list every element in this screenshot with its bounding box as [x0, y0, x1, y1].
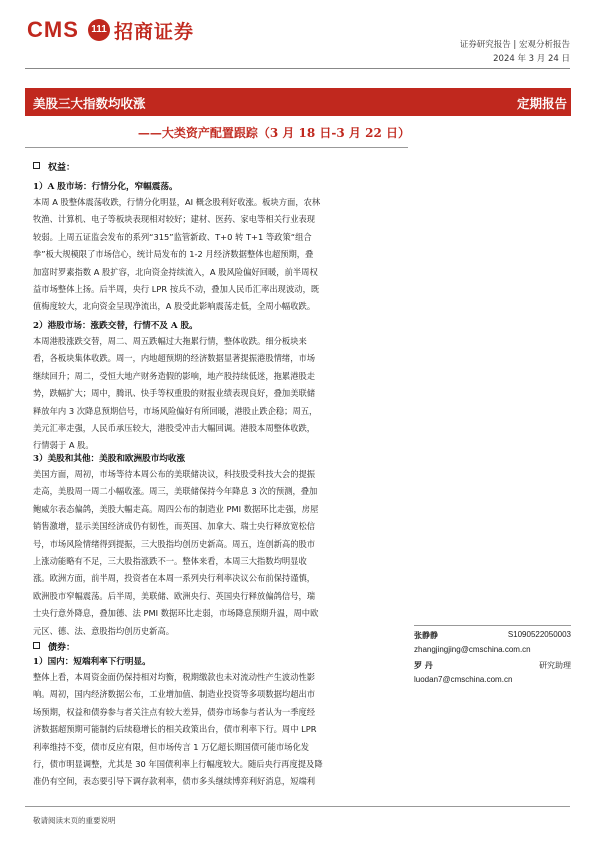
- bullet-square-icon: [33, 642, 40, 649]
- paragraph-line: 美元汇率走强，人民币承压较大，港股受冲击大幅回调。港股本周整体收跌，: [33, 423, 316, 434]
- subheading-a-share: 1）A 股市场：行情分化，窄幅震荡。: [33, 182, 178, 192]
- paragraph-line: 销售激增，显示美国经济成仍有韧性，而英国、加拿大、瑞士央行释放宽松信: [33, 521, 316, 532]
- paragraph-line: 本周 A 股整体震荡收跌，行情分化明显，AI 概念股利好收涨。板块方面，农林: [33, 197, 321, 207]
- paragraph-a-share: [33, 194, 403, 316]
- paragraph-line: 牧渔、计算机、电子等板块表现相对较好；建材、医药、家电等相关行业表现: [33, 214, 316, 225]
- paragraph-line: 继续回升；周二，受恒大地产财务造假的影响，地产股持续低迷，拖累港股走: [33, 370, 316, 381]
- paragraph-line: 美国方面，周初，市场等待本周公布的美联储决议，科技股受科技大会的提振: [33, 469, 316, 479]
- author-role: 研究助理: [539, 661, 571, 670]
- paragraph-line: 号，市场风险情绪得到提振，三大股指均创历史新高。周五，连创新高的股市: [33, 538, 316, 549]
- paragraph-line: 益市场整体上扬。后半周，央行 LPR 按兵不动，叠加人民币汇率出现波动，既: [33, 284, 320, 295]
- subtitle-divider: [25, 147, 408, 148]
- author-license: S1090522050003: [507, 630, 571, 639]
- paragraph-line: 势，跌幅扩大；周中，腾讯、快手等权重股的财报业绩表现良好，叠加美联储: [33, 388, 316, 399]
- paragraph-line: 济数据超预期可能制约后续稳增长的相关政策出台，债市利率下行。周中 LPR: [33, 724, 317, 735]
- subheading-hk: 2）港股市场：涨跌交替，行情不及 A 股。: [33, 321, 198, 331]
- paragraph-line: 释放年内 3 次降息预期信号，市场风险偏好有所回暖，港股止跌企稳；周五，: [33, 405, 318, 416]
- author-name: 罗 丹: [414, 660, 433, 670]
- paragraph-line: 利率维持不变，债市反应有限，但市场传言 1 万亿超长期国债可能市场化发: [33, 741, 310, 752]
- paragraph-line: 欧洲股市窄幅震荡。后半周，美联储、欧洲央行、英国央行释放偏鸽信号，瑞: [33, 590, 316, 601]
- paragraph-line: 拳”板大规模限了市场信心，统计局发布的 1-2 月经济数据整体也超预期，叠: [33, 249, 314, 260]
- section-heading-bond: 债券：: [33, 640, 75, 653]
- paragraph-us: [33, 466, 403, 640]
- report-title: 美股三大指数均收涨: [33, 96, 146, 111]
- paragraph-line: 场预期，权益和债券参与者关注点有较大差异，债券市场参与者认为一季度经: [33, 706, 316, 717]
- paragraph-line: 值梅度较大，北向资金呈现净流出，A 股受此影响震荡走低，全周小幅收跌。: [33, 301, 316, 312]
- report-type-tag: 定期报告: [516, 96, 567, 111]
- author-divider: [414, 625, 571, 626]
- subheading-domestic: 1）国内：短端利率下行明显。: [33, 657, 151, 667]
- paragraph-line: 准仍有空间，表态要引导下调存款利率，债市多头继续博弈利好消息，短端利: [33, 776, 316, 787]
- logo-cms-text: CMS: [27, 17, 79, 42]
- paragraph-line: 走高，美股周一周二小幅收涨。周三，美联储保持今年降息 3 次的预测，叠加: [33, 486, 318, 497]
- paragraph-line: 行情弱于 A 股。: [33, 440, 94, 451]
- logo-chinese-text: 招商证券: [114, 21, 195, 43]
- paragraph-line: 元区、德、法、意股指均创历史新高。: [33, 625, 175, 636]
- bullet-square-icon: [33, 162, 40, 169]
- paragraph-line: 行，债市明显调整，尤其是 30 年国债利率上行幅度较大。随后央行再度提及降: [33, 759, 323, 770]
- author-2: [414, 660, 571, 671]
- paragraph-line: 士央行意外降息，叠加德、法 PMI 数据环比走弱，市场降息预期升温，周中欧: [33, 608, 319, 619]
- logo-badge-icon: 111: [88, 19, 110, 41]
- footer-divider: [25, 806, 570, 807]
- paragraph-line: 整体上看，本周资金面仍保持相对均衡，税期缴款也未对流动性产生波动性影: [33, 672, 316, 682]
- paragraph-line: 本周港股涨跌交替，周二、周五跌幅过大拖累行情，整体收跌。细分板块来: [33, 336, 307, 346]
- author-1: [414, 630, 571, 641]
- report-category: 证券研究报告 | 宏观分析报告: [459, 40, 570, 50]
- paragraph-line: 加富时罗素指数 A 股扩容，北向资金持续流入，A 股风险偏好回暖，前半周权: [33, 266, 318, 277]
- paragraph-domestic: [33, 669, 403, 791]
- author-email[interactable]: luodan7@cmschina.com.cn: [414, 675, 513, 684]
- header-divider: [25, 68, 570, 69]
- paragraph-line: 较弱。上周五证监会发布的系列“315”监管新政、T+0 转 T+1 等政策“组合: [33, 231, 312, 242]
- author-name: 张静静: [414, 630, 438, 640]
- paragraph-line: 上涨动能略有不足，三大股指涨跌不一。整体来看，本周三大指数均明显收: [33, 556, 307, 567]
- report-date: 2024 年 3 月 24 日: [493, 54, 570, 64]
- footer-disclaimer: 敬请阅读末页的重要说明: [33, 816, 116, 825]
- paragraph-hk: [33, 333, 403, 455]
- paragraph-line: 响。周初，国内经济数据公布，工业增加值、制造业投资等多项数据均超出市: [33, 689, 316, 700]
- author-email[interactable]: zhangjingjing@cmschina.com.cn: [414, 645, 531, 654]
- report-subtitle: ——大类资产配置跟踪（3 月 18 日-3 月 22 日）: [137, 126, 410, 140]
- subheading-us: 3）美股和其他：美股和欧洲股市均收涨: [33, 454, 186, 464]
- paragraph-line: 涨。欧洲方面，前半周，投资者在本周一系列央行利率决议公布前保持谨慎，: [33, 573, 316, 584]
- section-heading-equity: 权益：: [33, 160, 75, 173]
- paragraph-line: 鲍威尔表态偏鸽，美股大幅走高。周四公布的制造业 PMI 数据环比走强，房屋: [33, 503, 319, 514]
- paragraph-line: 看，各板块集体收跌。周一，内地超预期的经济数据显著提振港股情绪，市场: [33, 353, 316, 364]
